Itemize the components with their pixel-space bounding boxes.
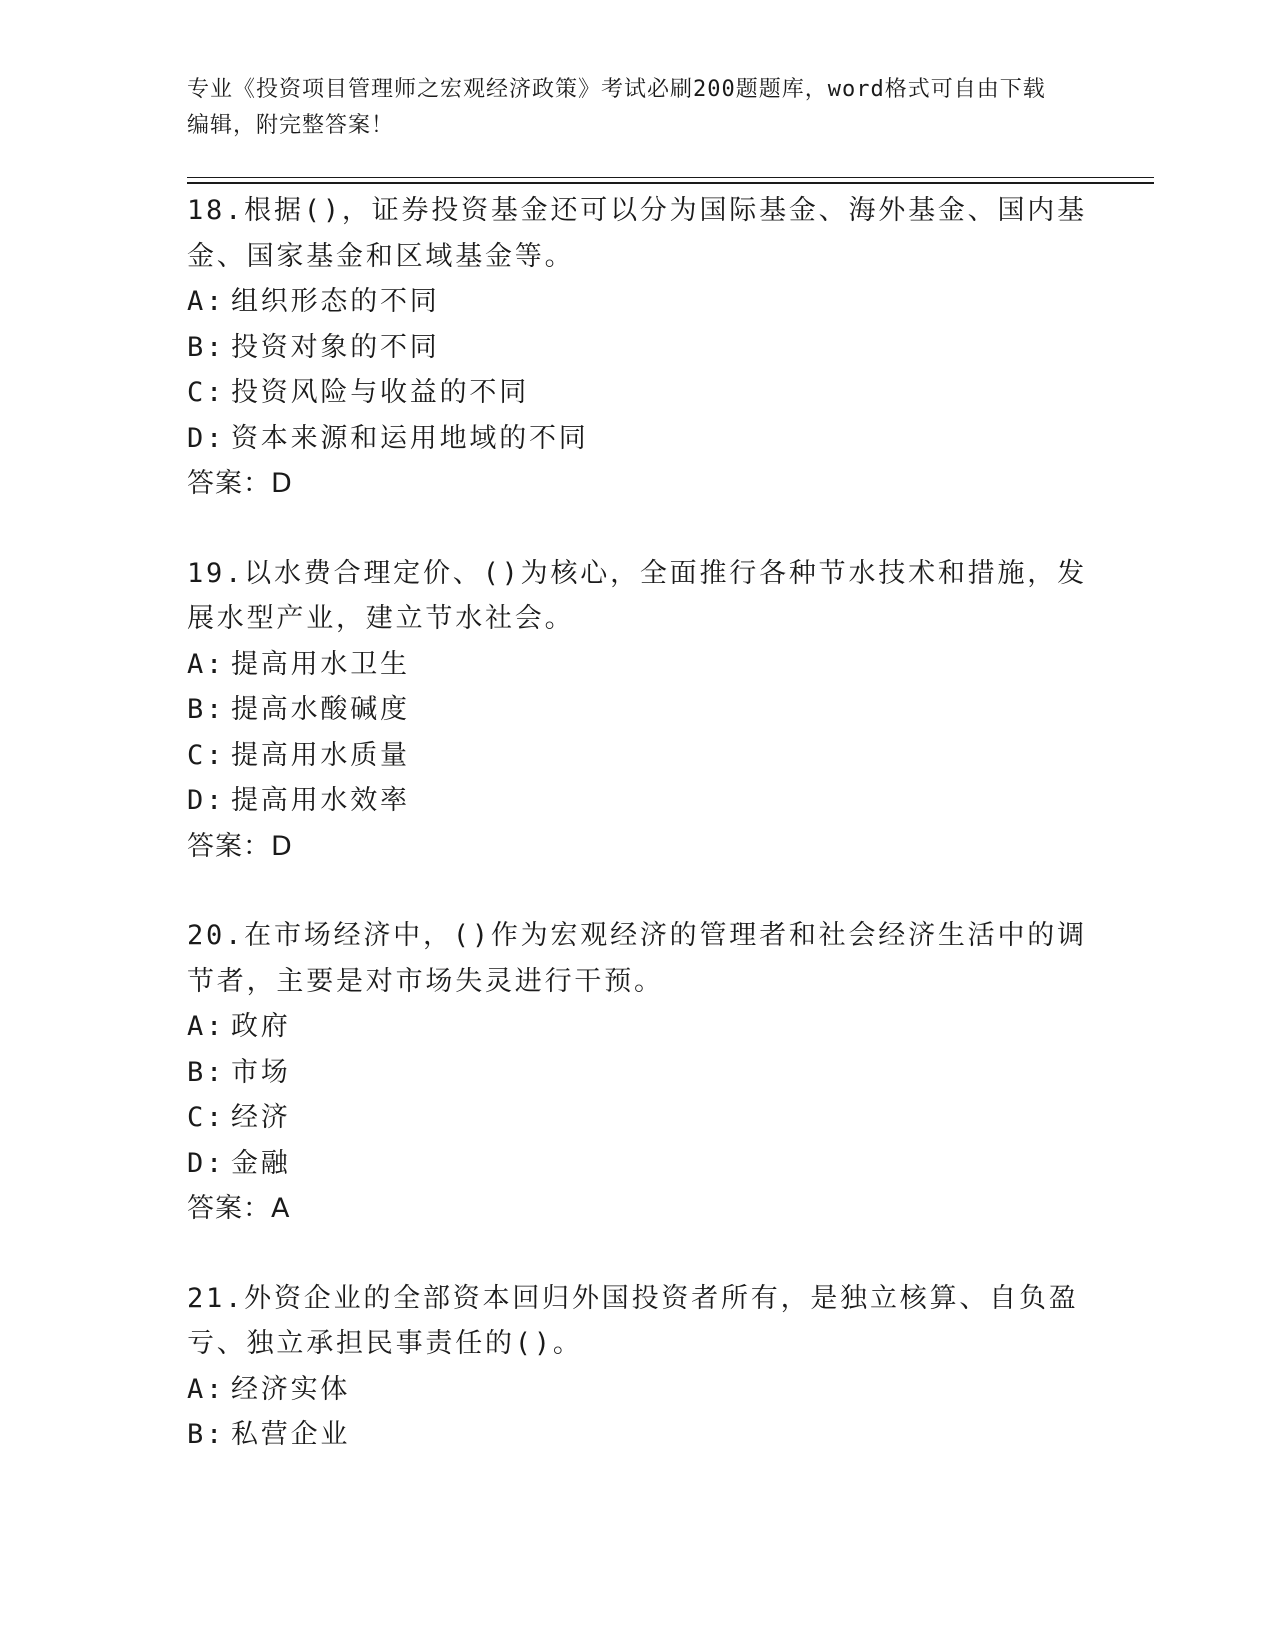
answer-line: 答案：D — [187, 830, 293, 862]
question-stem: 18.根据()，证券投资基金还可以分为国际基金、海外基金、国内基金、国家基金和区域基金等。 — [187, 195, 1087, 272]
option-d — [187, 1141, 1087, 1187]
option-b — [187, 1050, 1087, 1096]
question-stem: 21.外资企业的全部资本回归外国投资者所有，是独立核算、自负盈亏、独立承担民事责任的()。 — [187, 1282, 1079, 1359]
option-b — [187, 325, 1087, 371]
option-text: 投资风险与收益的不同 — [231, 377, 529, 408]
option-text: 资本来源和运用地域的不同 — [231, 422, 589, 454]
option-c — [187, 733, 1087, 779]
option-text: 私营企业 — [231, 1419, 351, 1450]
option-letter: D: — [187, 1147, 226, 1179]
header-text: 专业《投资项目管理师之宏观经济政策》考试必刷200题题库，word格式可自由下载编辑，附完整答案！ — [187, 77, 1046, 138]
option-letter: A: — [187, 1373, 226, 1405]
option-letter: C: — [187, 739, 226, 771]
option-letter: B: — [187, 694, 226, 725]
page-header — [187, 72, 1067, 144]
option-text: 提高用水卫生 — [231, 648, 410, 680]
option-letter: B: — [187, 1419, 226, 1450]
option-a — [187, 279, 1087, 325]
header-rule-thin — [187, 177, 1154, 178]
question-stem: 19.以水费合理定价、()为核心，全面推行各种节水技术和措施，发展水型产业，建立节水社会。 — [187, 557, 1087, 634]
option-c — [187, 1095, 1087, 1141]
answer-line: 答案：A — [187, 1193, 291, 1224]
option-text: 市场 — [231, 1056, 291, 1088]
answer-line: 答案：D — [187, 468, 293, 499]
option-text: 政府 — [231, 1011, 291, 1042]
option-letter: D: — [187, 785, 226, 816]
option-letter: B: — [187, 1056, 226, 1088]
option-text: 经济实体 — [231, 1373, 351, 1405]
option-text: 经济 — [231, 1102, 291, 1133]
option-b — [187, 1412, 1087, 1458]
question-21 — [187, 1276, 1087, 1458]
option-d — [187, 416, 1087, 462]
option-text: 提高水酸碱度 — [231, 694, 410, 725]
option-text: 投资对象的不同 — [231, 331, 440, 363]
question-19 — [187, 551, 1087, 870]
option-letter: C: — [187, 377, 226, 408]
header-rule-thick — [187, 182, 1154, 184]
question-list — [187, 188, 1087, 1502]
option-letter: B: — [187, 331, 226, 363]
option-text: 组织形态的不同 — [231, 286, 440, 317]
option-letter: A: — [187, 1011, 226, 1042]
option-letter: C: — [187, 1102, 226, 1133]
question-20 — [187, 913, 1087, 1232]
option-text: 提高用水效率 — [231, 785, 410, 816]
option-text: 金融 — [231, 1147, 291, 1179]
question-18 — [187, 188, 1087, 507]
option-a — [187, 642, 1087, 688]
question-stem: 20.在市场经济中，()作为宏观经济的管理者和社会经济生活中的调节者，主要是对市场失灵进行干预。 — [187, 920, 1087, 997]
option-letter: D: — [187, 422, 226, 454]
option-letter: A: — [187, 286, 226, 317]
option-a — [187, 1367, 1087, 1413]
option-text: 提高用水质量 — [231, 739, 410, 771]
option-b — [187, 687, 1087, 733]
option-a — [187, 1004, 1087, 1050]
option-c — [187, 370, 1087, 416]
option-d — [187, 778, 1087, 824]
option-letter: A: — [187, 648, 226, 680]
